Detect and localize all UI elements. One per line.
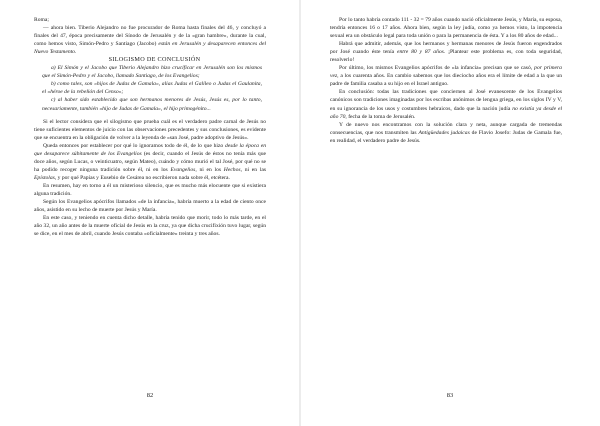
paragraph: Si el lector considera que el silogismo que prueba cuál es el verdadero padre carnal de Jesús no tiene suficientes elementos de juicio con las observaciones precedentes y sus conclusiones, es evidente que se encuentra en la obligación de volver a la leyenda de «san José, padre adoptivo de Jesús».	[34, 118, 266, 141]
paragraph: Según los Evangelios apócrifos llamados «de la infancia», habría muerto a la edad de ciento once años, asistido en su lecho de muerte por Jesús y María.	[34, 199, 266, 214]
syllogism-conclusion-c: c) al haber sido establecido que son hermanos menores de Jesús, Jesús es, por lo tanto, necesariamente, también «hijo de Judas de Gamala», el hijo primogénito...	[42, 97, 262, 112]
paragraph: Por último, los mismos Evangelios apócrifos de «la infancia» precisan que se casó, por primera vez, a los cuarenta años. En cambio sabemos que los dieciocho años era el límite de edad a la que un padre de familia casaba a su hijo en el Israel antiguo.	[330, 65, 562, 88]
paragraph: Roma;	[34, 17, 49, 23]
syllogism-premise-a: a) El Simón y el Jacobo que Tiberio Alejandro hizo crucificar en Jerusalén son los mismos que el Simón-Pedro y el Jacobo, llamado Santiago, de los Evangelios;	[42, 65, 262, 80]
paragraph: Queda entonces por establecer por qué lo ignoramos todo de él, de lo que hizo desde la época en que desaparece súbitamente de los Evangelios (es decir, cuando el Jesús de éstos no tenía más que doce años, según Lucas, o veinticuatro, según Mateo), cuándo y cómo murió el tal José, por qué no se ha podido recoger ninguna tradición sobre él, ni en los Evangelios, ni en los Hechos, ni en las Epístolas, y por qué Papías y Eusebio de Cesárea no escribieron nada sobre él, etcétera.	[34, 142, 267, 181]
right-page-text	[330, 16, 562, 145]
page-number-right: 83	[446, 392, 454, 399]
paragraph: En conclusión: todas las tradiciones que conciernen al José evanescente de los Evangelios canónicos son tradiciones imaginadas por los escribas anónimos de lengua griega, en los siglos IV y V, en su ignorancia de los usos y costumbres hebraicos, dado que la nación judía no existía ya desde el año 70, fecha de la toma de Jerusalén.	[330, 89, 562, 120]
paragraph: En este caso, y teniendo en cuenta dicho detalle, habría tenido que morir, todo lo más tarde, en el año 32, un año antes de la muerte oficial de Jesús en la cruz, ya que dicha crucifixión tuvo lugar, según se dice, en el mes de abril, cuando Jesús contaba «oficialmente» treinta y tres años.	[34, 215, 266, 238]
paragraph: Por lo tanto habría contado 111 - 32 = 79 años cuando nació oficialmente Jesús, y María, su esposa, tendría entonces 16 o 17 años. Ahora bien, según la ley judía, como ya hemos visto, la impotencia sexual era un obstáculo legal para toda unión o para la permanencia de ésta. Y a los 80 años de edad...	[330, 17, 562, 40]
paragraph: — ahora bien. Tiberio Alejandro no fue procurador de Roma hasta finales del 46, y concluyó a finales del 47, época precisamente del Sínodo de Jerusalén y de la «gran hambre», durante la cual, como hemos visto, Simón-Pedro y Santiago (Jacobo) están en Jerusalén y desaparecen entonces del Nuevo Testamento.	[34, 25, 267, 56]
paragraph: En resumen, hay en torno a él un misterioso silencio, que es mucho más elocuente que si existiera alguna tradición.	[34, 182, 266, 197]
page-number-left: 82	[146, 392, 154, 399]
section-heading: SILOGISMO DE CONCLUSIÓN	[108, 56, 201, 64]
paragraph: Y de nuevo nos encontramos con la solución clara y neta, aunque cargada de tremendas consecuencias, que nos transmiten las Antigüedades judaicas de Flavio Josefo: Judas de Gamala fue, en realidad, el verdadero padre de Jesús.	[330, 121, 562, 144]
left-page-text	[34, 16, 266, 238]
right-page	[300, 0, 600, 426]
paragraph: Habrá que admitir, además, que los hermanos y hermanas menores de Jesús fueron engendrados por José cuando éste tenía entre 80 y 87 años. ¡Plantear este problema es, con toda seguridad, resolverlo!	[330, 41, 562, 64]
syllogism-premise-b: b) como tales, son «hijos de Judas de Gamala», alias Judas el Galileo o Judas el Gaulanita, el «héroe de la rebelión del Censo»;	[42, 81, 262, 96]
